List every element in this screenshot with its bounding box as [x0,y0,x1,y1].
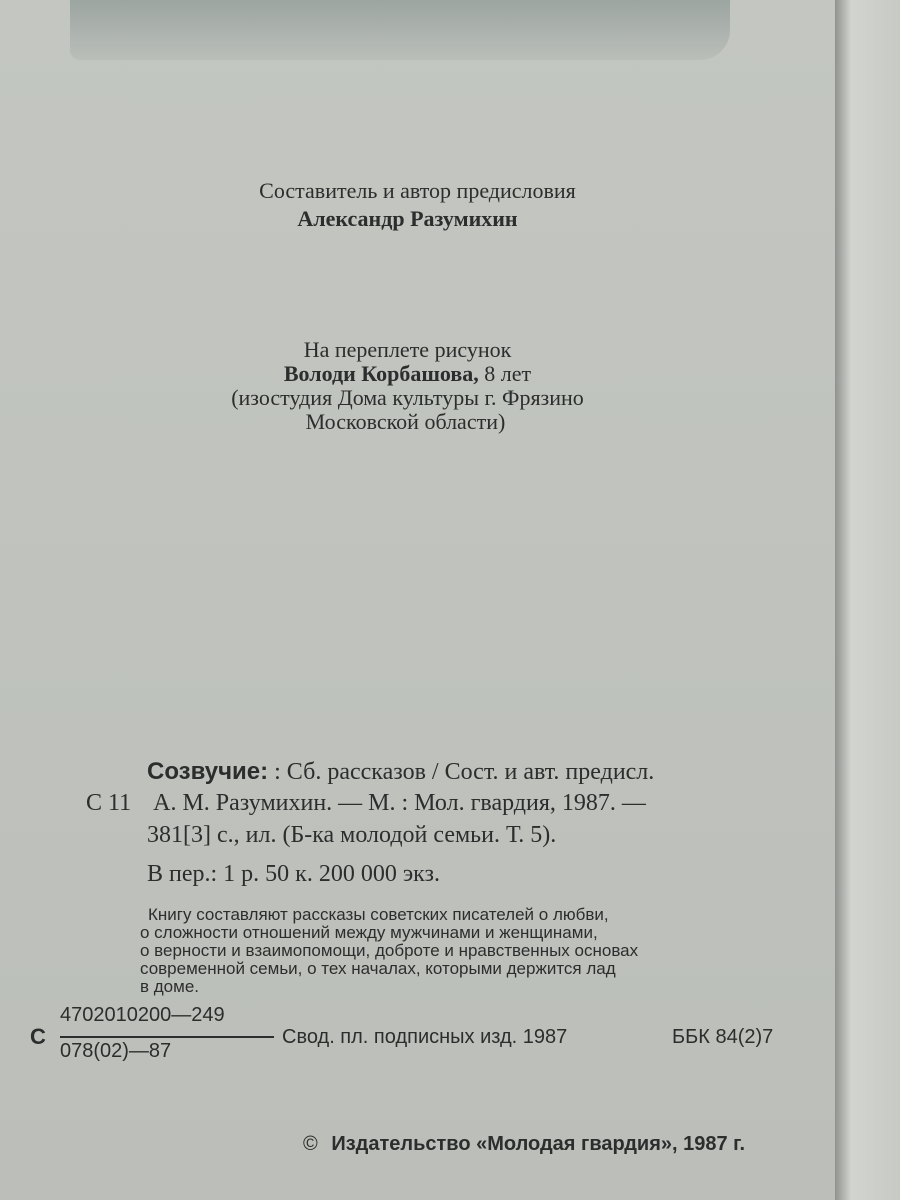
cover-note-line1: На переплете рисунок [303,337,512,362]
svod-line: Свод. пл. подписных изд. 1987 [282,1026,568,1048]
catalog-title-line [147,758,654,786]
fraction-numerator: 4702010200—249 [60,1004,225,1026]
compiler-name: Александр Разумихин [297,206,518,231]
catalog-title: Созвучие: [147,758,269,785]
annotation-line: Книгу составляют рассказы советских писателей о любви, [148,905,609,924]
page-edge [835,0,900,1200]
catalog-price: В пер.: 1 р. 50 к. 200 000 экз. [147,861,440,887]
cover-note-line2 [0,361,825,387]
illustrator-age: 8 лет [484,361,532,386]
fraction-bar [60,1036,274,1038]
catalog-line2 [86,790,646,817]
cover-note-line4: Московской области) [305,409,506,434]
annotation-block [140,906,810,996]
catalog-line3: 381[3] с., ил. (Б-ка молодой семьи. Т. 5). [147,822,557,848]
illustrator-name: Володи Корбашова, [283,361,479,386]
cover-note-line3: (изостудия Дома культуры г. Фрязино [231,385,584,410]
ink-bleed-through [70,0,730,60]
catalog-index: С 11 [86,790,132,816]
classification-letter: С [30,1024,46,1049]
annotation-line: в доме. [140,977,199,996]
bbk-code: ББК 84(2)7 [672,1026,774,1048]
fraction-denominator: 078(02)—87 [60,1040,172,1062]
copyright-text: Издательство «Молодая гвардия», 1987 г. [331,1133,746,1155]
catalog-author-publisher: А. М. Разумихин. — М. : Мол. гвардия, 1987. — [153,790,646,816]
copyright-icon: © [303,1133,318,1155]
annotation-line: современной семьи, о тех началах, которыми держится лад [140,959,616,978]
annotation-line: о верности и взаимопомощи, доброте и нравственных основах [140,941,639,960]
copyright-line [303,1133,745,1156]
catalog-title-rest: : Сб. рассказов / Сост. и авт. предисл. [274,759,655,785]
compiler-role: Составитель и автор предисловия [259,178,576,203]
annotation-line: о сложности отношений между мужчинами и женщинами, [140,923,598,942]
